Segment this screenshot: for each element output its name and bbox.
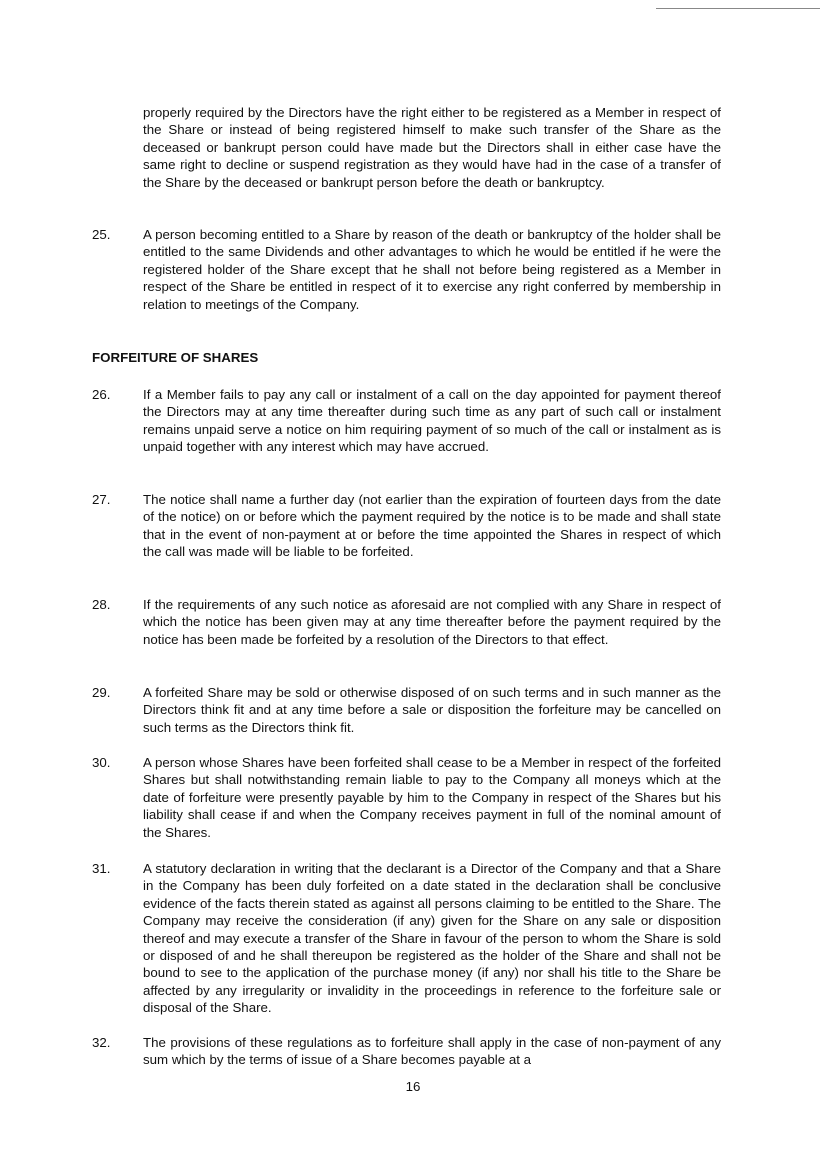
clause-text-26: If a Member fails to pay any call or instalment of a call on the day appointed for payment thereof the Directors may at any time thereafter during such time as any part of such call or instalment remains unpaid serve a notice on him requiring payment of so much of the call or instalment as is unpaid together with any interest which may have accrued.: [143, 387, 721, 455]
clause-text-28: If the requirements of any such notice as aforesaid are not complied with any Share in respect of which the notice has been given may at any time thereafter before the payment required by the notice has been made be forfeited by a resolution of the Directors to that effect.: [143, 597, 721, 647]
clause-text-25: A person becoming entitled to a Share by reason of the death or bankruptcy of the holder shall be entitled to the same Dividends and other advantages to which he would be entitled if he were the registered holder of the Share except that he shall not before being registered as a Member in respect of the Share be entitled in respect of it to exercise any right conferred by membership in relation to meetings of the Company.: [143, 227, 721, 312]
clause-number-25: 25.: [92, 227, 111, 242]
clause-number-30: 30.: [92, 755, 111, 770]
clause-number-31: 31.: [92, 861, 111, 876]
clause-text-30: A person whose Shares have been forfeited shall cease to be a Member in respect of the forfeited Shares but shall notwithstanding remain liable to pay to the Company all moneys which at the date of forfeiture were presently payable by him to the Company in respect of the Shares but his liability shall cease if and when the Company receives payment in full of the nominal amount of the Shares.: [143, 755, 721, 840]
section-heading: FORFEITURE OF SHARES: [92, 350, 259, 365]
clause-number-28: 28.: [92, 597, 111, 612]
clause-text-29: A forfeited Share may be sold or otherwise disposed of on such terms and in such manner as the Directors think fit and at any time before a sale or disposition the forfeiture may be cancelled on such terms as the Directors think fit.: [143, 685, 721, 735]
continuation-paragraph: properly required by the Directors have the right either to be registered as a Member in respect of the Share or instead of being registered himself to make such transfer of the Share as the deceased or bankrupt person could have made but the Directors shall in either case have the same right to decline or suspend registration as they would have had in the case of a transfer of the Share by the deceased or bankrupt person before the death or bankruptcy.: [143, 105, 721, 190]
clause-text-32: The provisions of these regulations as to forfeiture shall apply in the case of non-payment of any sum which by the terms of issue of a Share becomes payable at a: [143, 1035, 721, 1068]
page-number: 16: [405, 1079, 421, 1094]
clause-text-27: The notice shall name a further day (not earlier than the expiration of fourteen days from the date of the notice) on or before which the payment required by the notice is to be made and shall state that in the event of non-payment at or before the time appointed the Shares in respect of which the call was made will be liable to be forfeited.: [143, 492, 721, 560]
clause-number-32: 32.: [92, 1035, 111, 1050]
clause-number-27: 27.: [92, 492, 111, 507]
clause-text-31: A statutory declaration in writing that the declarant is a Director of the Company and that a Share in the Company has been duly forfeited on a date stated in the declaration shall be conclusive evidence of the facts therein stated as against all persons claiming to be entitled to the Share. The Company may receive the consideration (if any) given for the Share on any sale or disposition thereof and may execute a transfer of the Share in favour of the person to whom the Share is sold or disposed of and he shall thereupon be registered as the holder of the Share and shall not be bound to see to the application of the purchase money (if any) nor shall his title to the Share be affected by any irregularity or invalidity in the proceedings in reference to the forfeiture sale or disposal of the Share.: [143, 861, 721, 1016]
clause-number-26: 26.: [92, 387, 111, 402]
clause-number-29: 29.: [92, 685, 111, 700]
